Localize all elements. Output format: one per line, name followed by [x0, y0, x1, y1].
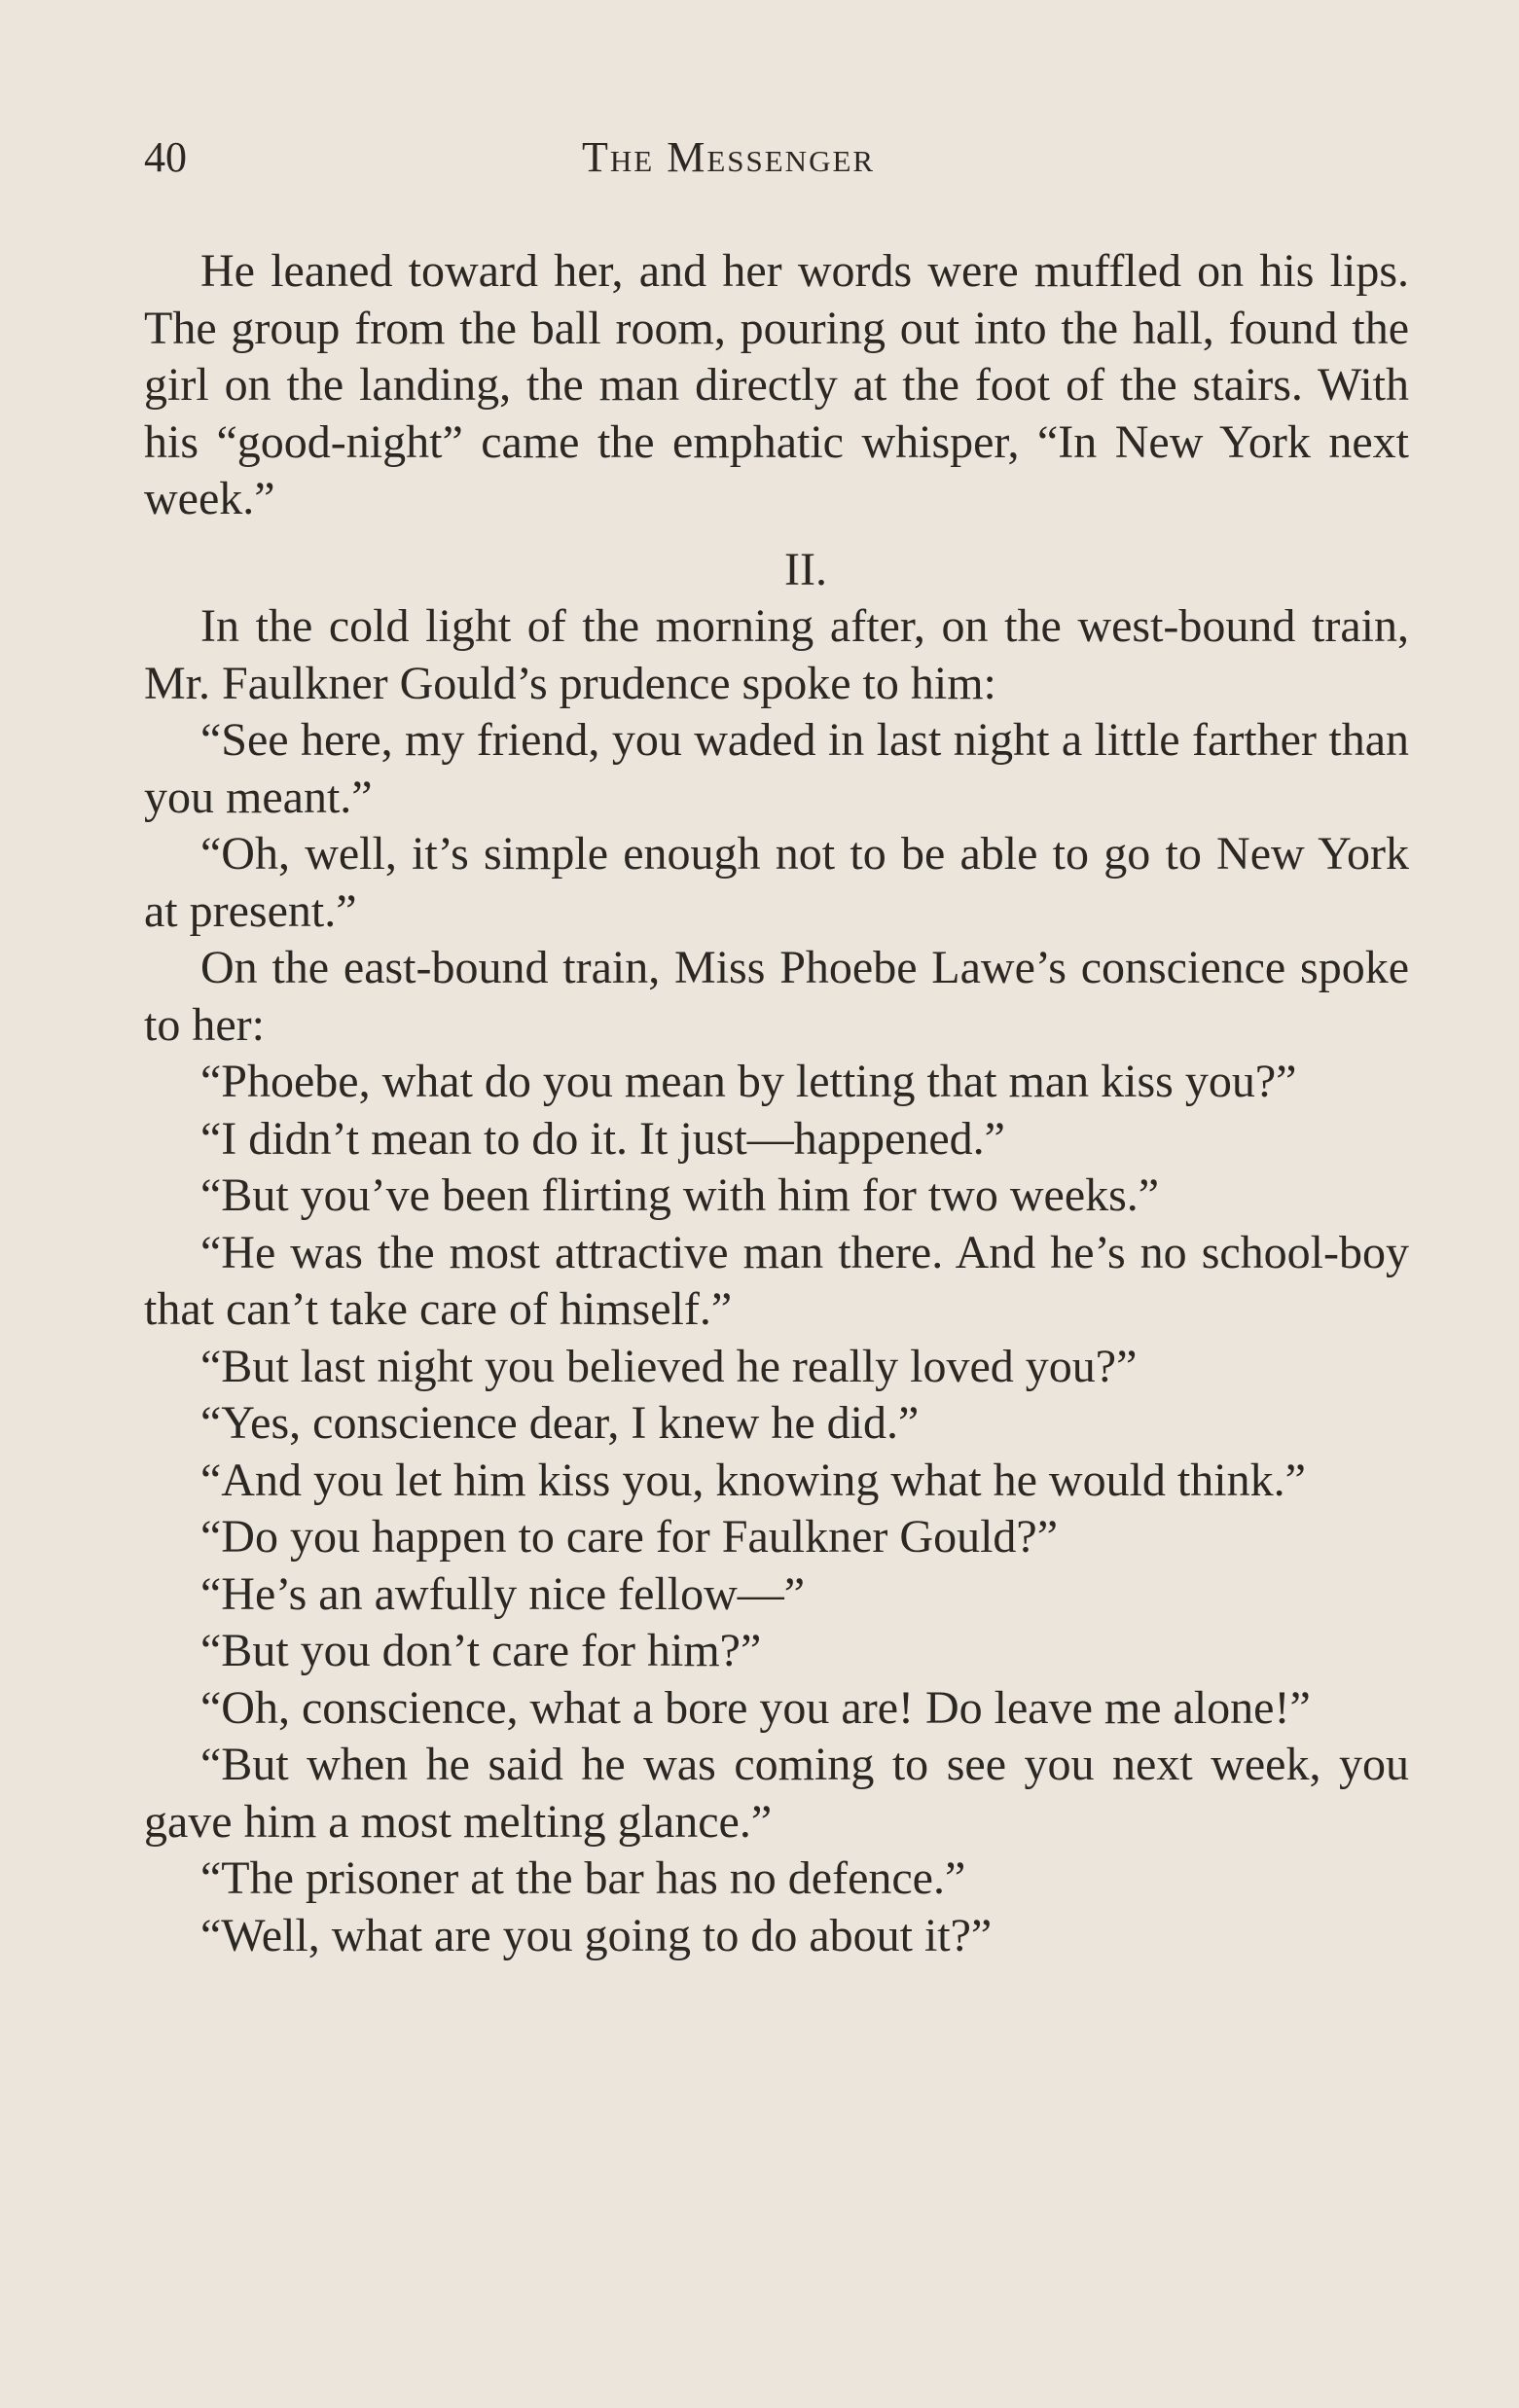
paragraph: “But you’ve been flirting with him for two weeks.”: [200, 1169, 1160, 1221]
body-text: [144, 243, 1409, 1964]
paragraph: “The prisoner at the bar has no defence.”: [200, 1852, 966, 1904]
paragraph: In the cold light of the morning after, on the west-bound train, Mr. Faulkner Gould’s prudence spoke to him:: [144, 600, 1409, 709]
paragraph: “See here, my friend, you waded in last night a little farther than you meant.”: [144, 714, 1409, 823]
paragraph: “He was the most attractive man there. And he’s no school-boy that can’t take care of himself.”: [144, 1226, 1409, 1335]
paragraph-intro: He leaned toward her, and her words were muffled on his lips. The group from the ball room, pouring out into the hall, found the girl on the landing, the man directly at the foot of the stairs. With his “good-night” came the emphatic whisper, “In New York next week.”: [144, 245, 1409, 524]
paragraph: “And you let him kiss you, knowing what he would think.”: [200, 1454, 1306, 1506]
paragraph: “I didn’t mean to do it. It just—happened.”: [200, 1112, 1005, 1165]
section-heading: II.: [784, 543, 827, 595]
page-header: [144, 128, 1409, 187]
paragraph: On the east-bound train, Miss Phoebe Lawe’s conscience spoke to her:: [144, 942, 1409, 1051]
paragraph: “Well, what are you going to do about it?”: [200, 1909, 993, 1961]
paragraph: “Do you happen to care for Faulkner Gould?”: [200, 1511, 1059, 1563]
running-head: The Messenger: [582, 133, 876, 181]
paragraph: “But last night you believed he really loved you?”: [200, 1340, 1138, 1392]
paragraph: “Oh, well, it’s simple enough not to be able to go to New York at present.”: [144, 828, 1409, 937]
page-number: 40: [144, 133, 187, 181]
paragraph: “He’s an awfully nice fellow—”: [200, 1567, 806, 1620]
paragraph: “Yes, conscience dear, I knew he did.”: [200, 1397, 920, 1449]
paragraph: “But you don’t care for him?”: [200, 1625, 762, 1676]
section-gap: [144, 528, 1409, 542]
paragraph: “Oh, conscience, what a bore you are! Do leave me alone!”: [200, 1681, 1311, 1734]
paragraph: “But when he said he was coming to see you next week, you gave him a most melting glance.”: [144, 1739, 1409, 1848]
paragraph: “Phoebe, what do you mean by letting that man kiss you?”: [200, 1056, 1297, 1107]
